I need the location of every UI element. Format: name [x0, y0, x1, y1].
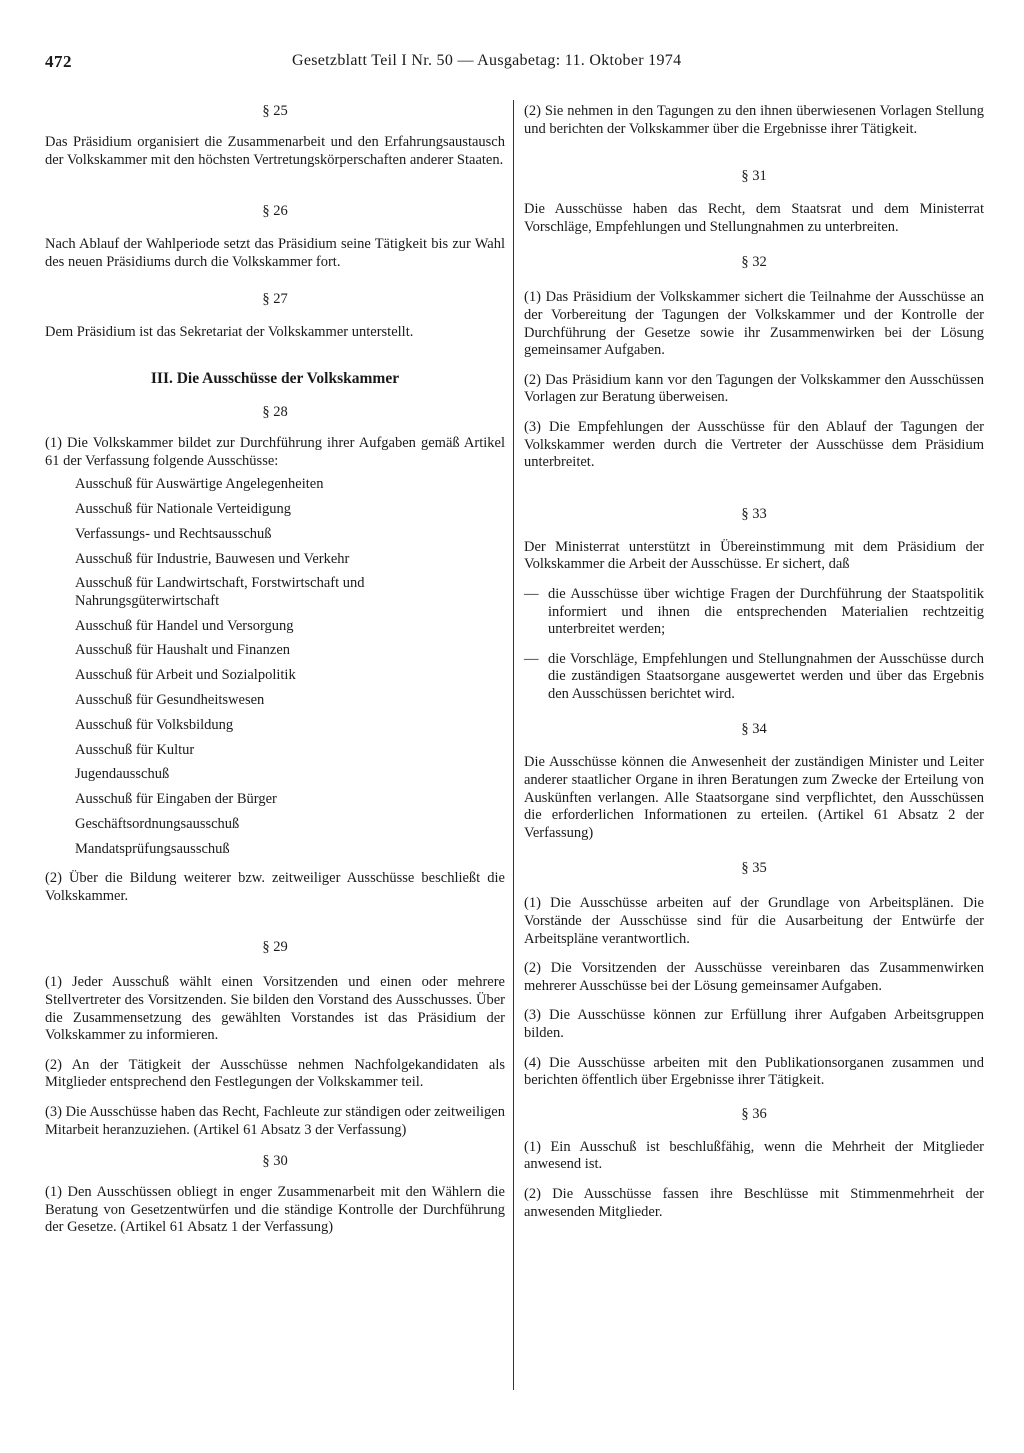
committee-item: Ausschuß für Handel und Versorgung [75, 617, 294, 634]
committee-item: Jugendausschuß [75, 766, 170, 783]
committee-item: Ausschuß für Industrie, Bauwesen und Verkehr [75, 550, 350, 567]
section-26-text: Nach Ablauf der Wahlperiode setzt das Präsidium seine Tätigkeit bis zur Wahl des neuen Präsidiums durch die Volkskammer fort. [45, 236, 505, 270]
committee-item: Ausschuß für Kultur [75, 741, 195, 758]
dash-item-text: die Ausschüsse über wichtige Fragen der Durchführung der Staatspolitik informiert und ihnen die entsprechenden Materialien rechtzeitig unterbreitet werden; [548, 585, 984, 638]
committee-item: Ausschuß für Nationale Verteidigung [75, 500, 291, 517]
section-heading-29: § 29 [262, 939, 288, 956]
committee-item: Ausschuß für Eingaben der Bürger [75, 791, 277, 808]
section-35-para-3: (3) Die Ausschüsse können zur Erfüllung ihrer Aufgaben Arbeitsgruppen bilden. [524, 1007, 984, 1041]
section-30-para-2: (2) Sie nehmen in den Tagungen zu den ihnen überwiesenen Vorlagen Stellung und berichten der Volkskammer über die Ergebnisse ihrer Tätigkeit. [524, 103, 984, 137]
dash-symbol: — [524, 650, 539, 667]
section-29-para-2: (2) An der Tätigkeit der Ausschüsse nehmen Nachfolgekandidaten als Mitglieder entsprechend den Festlegungen der Volkskammer teil. [45, 1056, 505, 1091]
dash-symbol: — [524, 585, 539, 602]
section-29-para-1: (1) Jeder Ausschuß wählt einen Vorsitzenden und einen oder mehrere Stellvertreter des Vorsitzenden. Sie bilden den Vorstand des Ausschusses. Über die Zusammensetzung des gewählten Vorstandes ist das Präsidium der Volkskammer zu informieren. [45, 974, 505, 1044]
committee-item: Ausschuß für Landwirtschaft, Forstwirtschaft und Nahrungsgüterwirtschaft [75, 575, 365, 609]
dash-item-2 [524, 651, 984, 704]
section-35-para-4: (4) Die Ausschüsse arbeiten mit den Publikationsorganen zusammen und berichten öffentlich über Ergebnisse ihrer Tätigkeit. [524, 1054, 984, 1089]
section-heading-25: § 25 [262, 103, 288, 119]
section-32-para-3: (3) Die Empfehlungen der Ausschüsse für den Ablauf der Tagungen der Volkskammer werden durch die Vertreter der Ausschüsse dem Präsidium unterbreitet. [524, 418, 984, 471]
section-35-para-1: (1) Die Ausschüsse arbeiten auf der Grundlage von Arbeitsplänen. Die Vorstände der Ausschüsse sind für die Ausarbeitung der Entwürfe der Arbeitspläne verantwortlich. [524, 895, 984, 947]
section-heading-33: § 33 [741, 505, 767, 522]
committee-item: Ausschuß für Arbeit und Sozialpolitik [75, 667, 296, 684]
section-35-para-2: (2) Die Vorsitzenden der Ausschüsse vereinbaren das Zusammenwirken mehrerer Ausschüsse bei der Lösung gemeinsamer Aufgaben. [524, 960, 984, 994]
left-column [45, 103, 505, 1249]
committee-item: Mandatsprüfungsausschuß [75, 840, 230, 857]
committee-item: Ausschuß für Haushalt und Finanzen [75, 642, 291, 659]
section-36-para-2: (2) Die Ausschüsse fassen ihre Beschlüsse mit Stimmenmehrheit der anwesenden Mitglieder. [524, 1185, 984, 1220]
section-heading-30: § 30 [262, 1153, 288, 1170]
section-34-text: Die Ausschüsse können die Anwesenheit der zuständigen Minister und Leiter anderer staatlicher Organe in ihren Beratungen zum Zwecke der Erteilung von Auskünften verlangen. Alle Staatsorgane sind verpflichtet, den Ausschüssen die erforderlichen Informationen zu erteilen. (Artikel 61 Absatz 2 der Verfassung) [524, 754, 984, 841]
committee-item: Ausschuß für Volksbildung [75, 716, 234, 733]
committee-item: Ausschuß für Gesundheitswesen [75, 692, 265, 708]
dash-item-1 [524, 586, 984, 639]
section-31-text: Die Ausschüsse haben das Recht, dem Staatsrat und dem Ministerrat Vorschläge, Empfehlungen und Stellungnahmen zu unterbreiten. [524, 201, 984, 235]
section-heading-26: § 26 [262, 203, 288, 220]
committee-item: Geschäftsordnungsausschuß [75, 815, 240, 832]
committee-item: Ausschuß für Auswärtige Angelegenheiten [75, 476, 324, 493]
section-27-text: Dem Präsidium ist das Sekretariat der Volkskammer unterstellt. [45, 324, 414, 341]
committee-list [75, 476, 505, 858]
section-28-para-2: (2) Über die Bildung weiterer bzw. zeitweiliger Ausschüsse beschließt die Volkskammer. [45, 870, 505, 904]
section-36-para-1: (1) Ein Ausschuß ist beschlußfähig, wenn die Mehrheit der Mitglieder anwesend ist. [524, 1138, 984, 1173]
dash-item-text: die Vorschläge, Empfehlungen und Stellungnahmen der Ausschüsse durch die zuständigen Staatsorgane ausgewertet werden und über das Ergebnis den Ausschüssen berichtet wird. [548, 650, 984, 702]
chapter-heading: III. Die Ausschüsse der Volkskammer [150, 369, 400, 387]
section-heading-35: § 35 [741, 860, 767, 877]
section-32-para-2: (2) Das Präsidium kann vor den Tagungen der Volkskammer den Ausschüssen Vorlagen zur Beratung überweisen. [524, 371, 984, 406]
section-heading-31: § 31 [741, 168, 767, 185]
committee-item: Verfassungs- und Rechtsausschuß [75, 525, 272, 542]
section-25-text: Das Präsidium organisiert die Zusammenarbeit und den Erfahrungsaustausch der Volkskammer mit den höchsten Vertretungskörperschaften anderer Staaten. [45, 134, 505, 168]
section-heading-36: § 36 [741, 1105, 767, 1122]
section-33-intro: Der Ministerrat unterstützt in Übereinstimmung mit dem Präsidium der Volkskammer die Arbeit der Ausschüsse. Er sichert, daß [524, 538, 984, 573]
section-heading-27: § 27 [262, 291, 288, 308]
section-28-para-1: (1) Die Volkskammer bildet zur Durchführung ihrer Aufgaben gemäß Artikel 61 der Verfassung folgende Ausschüsse: [45, 434, 505, 469]
section-heading-32: § 32 [741, 254, 767, 271]
column-divider [513, 100, 514, 1390]
section-29-para-3: (3) Die Ausschüsse haben das Recht, Fachleute zur ständigen oder zeitweiligen Mitarbeit heranzuziehen. (Artikel 61 Absatz 3 der Verfassung) [45, 1104, 505, 1138]
section-heading-28: § 28 [262, 403, 288, 420]
right-column [524, 103, 984, 1233]
page-header-title: Gesetzblatt Teil I Nr. 50 — Ausgabetag: 11. Oktober 1974 [292, 52, 682, 69]
section-32-para-1: (1) Das Präsidium der Volkskammer sichert die Teilnahme der Ausschüsse an der Vorbereitung der Tagungen der Volkskammer und der Kontrolle der Durchführung der Gesetze sowie ihr Zusammenwirken bei der Lösung gemeinsamer Aufgaben. [524, 289, 984, 359]
section-30-para-1: (1) Den Ausschüssen obliegt in enger Zusammenarbeit mit den Wählern die Beratung von Gesetzentwürfen und die ständige Kontrolle der Durchführung der Gesetze. (Artikel 61 Absatz 1 der Verfassung) [45, 1184, 505, 1236]
page-number: 472 [45, 52, 72, 71]
section-heading-34: § 34 [741, 721, 767, 738]
